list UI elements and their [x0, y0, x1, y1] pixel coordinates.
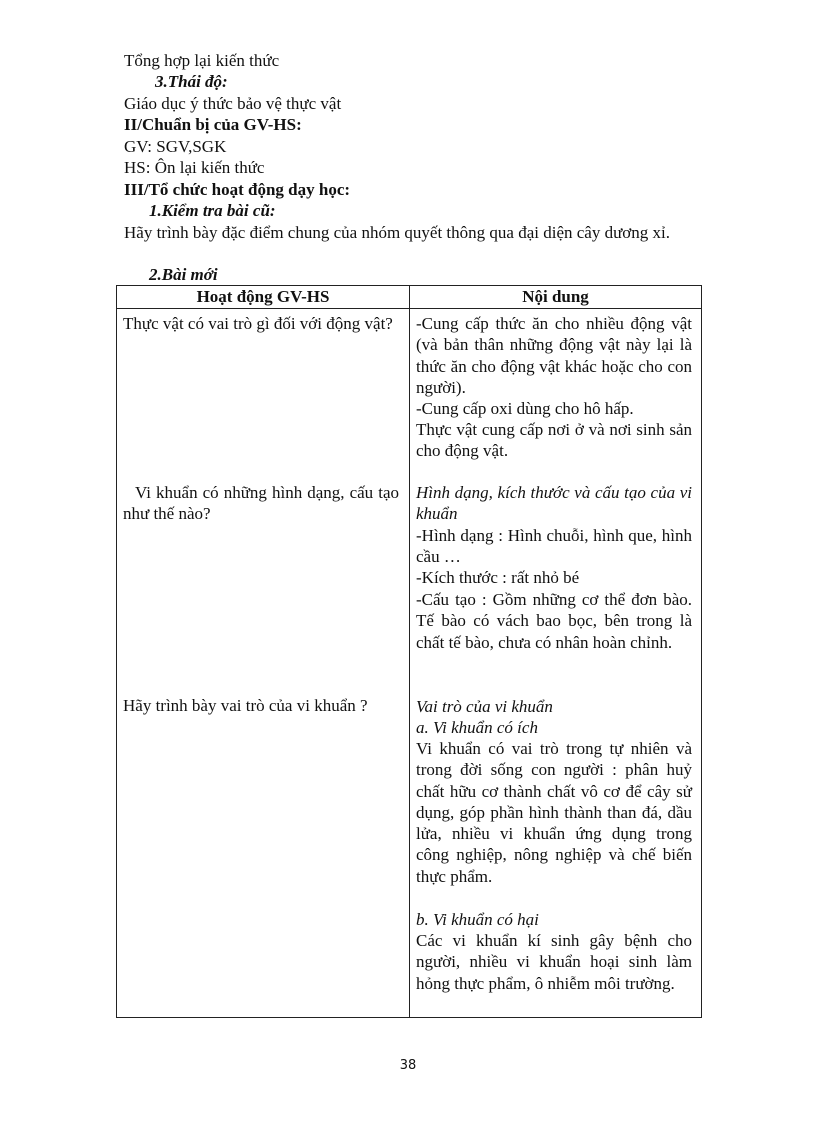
- lesson-table: [116, 285, 702, 1018]
- answer-oxygen: -Cung cấp oxi dùng cho hô hấp.: [416, 399, 634, 418]
- harmful-bacteria-title: b. Vi khuẩn có hại: [416, 910, 539, 929]
- bacteria-shape: -Hình dạng : Hình chuỗi, hình que, hình cầu …: [416, 526, 692, 567]
- activities-cell: [117, 309, 410, 1018]
- section-3-heading: 3.Thái độ:: [155, 72, 228, 91]
- bacteria-structure: -Cấu tạo : Gồm những cơ thể đơn bào. Tế bào có vách bao bọc, bên trong là chất tế bào, chưa có nhân hoàn chỉnh.: [416, 590, 692, 652]
- bacteria-shape-title: Hình dạng, kích thước và cấu tạo của vi khuẩn: [416, 483, 692, 524]
- question-plant-role: Thực vật có vai trò gì đối với động vật?: [123, 314, 393, 333]
- check-question: Hãy trình bày đặc điểm chung của nhóm quyết thông qua đại diện cây dương xỉ.: [124, 223, 671, 242]
- bacteria-size: -Kích thước : rất nhỏ bé: [416, 568, 580, 587]
- beneficial-bacteria-text: Vi khuẩn có vai trò trong tự nhiên và trong đời sống con người : phân huỷ chất hữu cơ thành chất vô cơ để cây sử dụng, góp phần hình thành than đá, dầu lửa, nhiều vi khuẩn ứng dụng trong công nghiệp, nông nghiệp và chế biến thực phẩm.: [416, 739, 692, 886]
- question-bacteria-role: Hãy trình bày vai trò của vi khuẩn ?: [123, 696, 368, 715]
- question-bacteria-shape: Vi khuẩn có những hình dạng, cấu tạo như thế nào?: [123, 483, 399, 524]
- part-2-heading: II/Chuẩn bị của GV-HS:: [124, 115, 302, 134]
- column-header-content: Nội dung: [410, 286, 702, 309]
- answer-food-supply: -Cung cấp thức ăn cho nhiều động vật (và bản thân những động vật này lại là thức ăn cho động vật khác hoặc cho con người).: [416, 314, 692, 397]
- new-lesson-heading: 2.Bài mới: [149, 265, 218, 284]
- table-row: [117, 309, 702, 1018]
- check-heading: 1.Kiểm tra bài cũ:: [149, 201, 276, 220]
- part-3-heading: III/Tổ chức hoạt động dạy học:: [124, 180, 351, 199]
- harmful-bacteria-text: Các vi khuẩn kí sinh gây bệnh cho người, nhiều vi khuẩn hoại sinh làm hỏng thực phẩm, ô nhiễm môi trường.: [416, 931, 692, 993]
- column-header-activities: Hoạt động GV-HS: [117, 286, 410, 309]
- answer-habitat: Thực vật cung cấp nơi ở và nơi sinh sản cho động vật.: [416, 420, 692, 461]
- gv-preparation: GV: SGV,SGK: [124, 137, 227, 156]
- beneficial-bacteria-title: a. Vi khuẩn có ích: [416, 718, 538, 737]
- content-cell: [410, 309, 702, 1018]
- intro-line: Tổng hợp lại kiến thức: [124, 51, 280, 70]
- hs-preparation: HS: Ôn lại kiến thức: [124, 158, 265, 177]
- table-header-row: [117, 286, 702, 309]
- section-3-text: Giáo dục ý thức bảo vệ thực vật: [124, 94, 342, 113]
- page-number: 38: [399, 1058, 417, 1073]
- bacteria-role-title: Vai trò của vi khuẩn: [416, 697, 553, 716]
